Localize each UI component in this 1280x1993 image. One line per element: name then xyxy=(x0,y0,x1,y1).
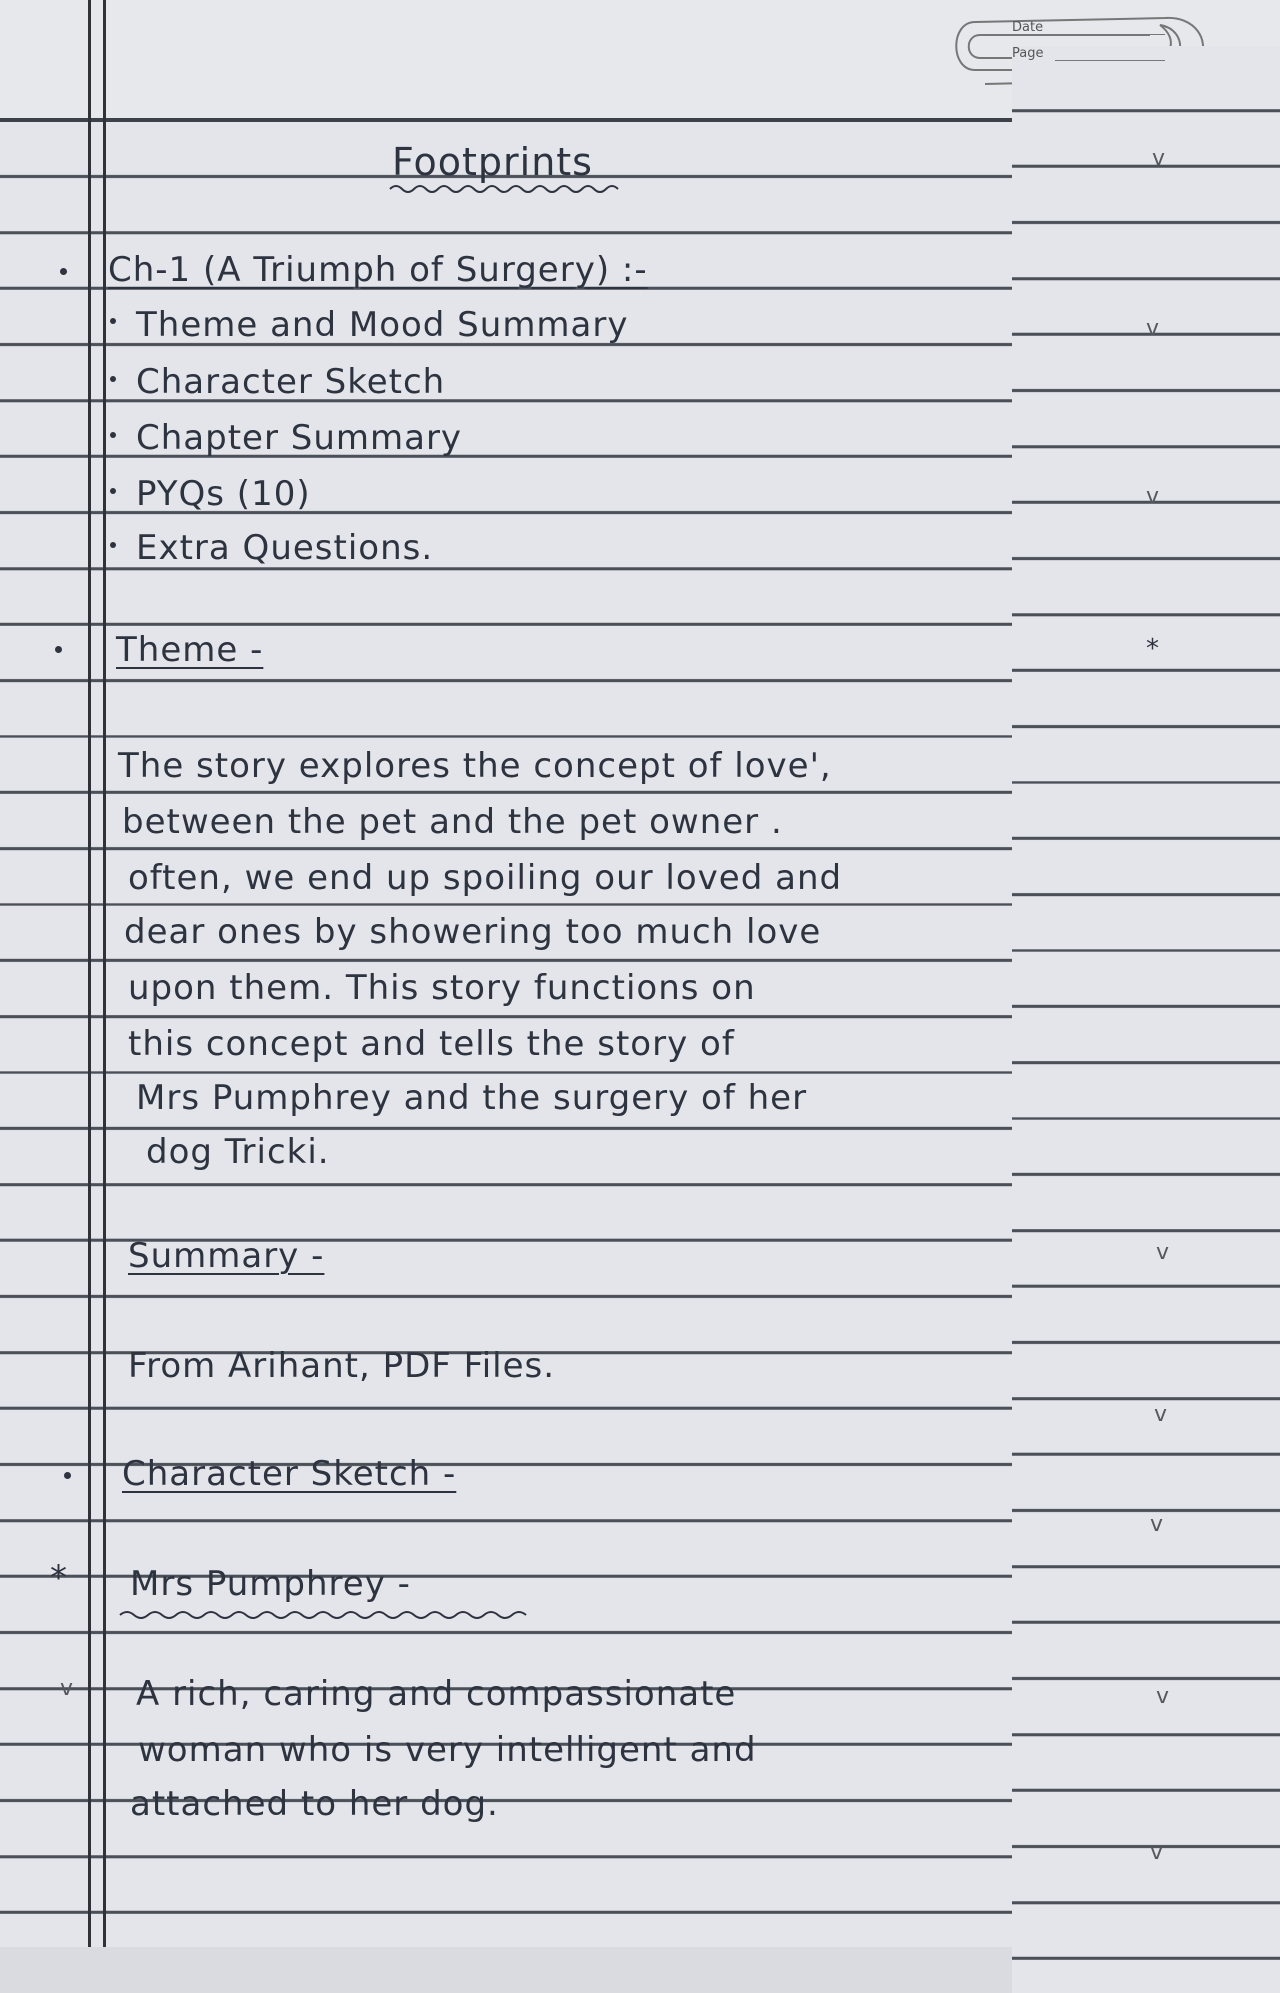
theme-line: upon them. This story functions on xyxy=(128,968,756,1008)
check-mark: v xyxy=(1146,316,1160,341)
check-mark: v xyxy=(1152,146,1166,171)
bullet-dot xyxy=(110,432,116,438)
bullet-dot xyxy=(110,542,116,548)
date-page-stamp xyxy=(945,10,1215,92)
title-underline-wave xyxy=(388,182,628,196)
chapter-item-pyqs: PYQs (10) xyxy=(136,474,311,514)
check-mark: v xyxy=(1156,1240,1170,1265)
mrs-pumphrey-heading: Mrs Pumphrey - xyxy=(130,1564,411,1604)
summary-text: From Arihant, PDF Files. xyxy=(128,1346,556,1386)
check-mark: v xyxy=(1156,1684,1170,1709)
mrs-pumphrey-line: A rich, caring and compassionate xyxy=(136,1674,737,1714)
chapter-item-summary: Chapter Summary xyxy=(136,418,463,458)
check-mark: v xyxy=(60,1676,74,1701)
star-mark: * xyxy=(1146,634,1159,664)
check-mark: v xyxy=(1154,1402,1168,1427)
bullet-dot xyxy=(110,488,116,494)
chapter-heading: Ch-1 (A Triumph of Surgery) :- xyxy=(108,250,648,290)
chapter-item-character: Character Sketch xyxy=(136,362,446,402)
page-label: Page xyxy=(1012,46,1280,1993)
check-mark: v xyxy=(1150,1840,1164,1865)
mrs-pumphrey-line: woman who is very intelligent and xyxy=(138,1730,757,1770)
check-mark: v xyxy=(1150,1512,1164,1537)
heading-underline-wave xyxy=(118,1608,538,1622)
theme-line: often, we end up spoiling our loved and xyxy=(128,858,843,898)
margin-line-inner xyxy=(103,0,106,1947)
star-mark: * xyxy=(50,1558,67,1598)
chapter-item-theme: Theme and Mood Summary xyxy=(136,305,629,345)
theme-heading: Theme - xyxy=(116,630,264,670)
theme-line: dear ones by showering too much love xyxy=(124,912,822,952)
mrs-pumphrey-line: attached to her dog. xyxy=(130,1784,499,1824)
page-title: Footprints xyxy=(392,140,593,184)
bullet-dot xyxy=(64,1472,71,1479)
bullet-dot xyxy=(55,646,62,653)
date-blank xyxy=(1055,34,1165,35)
theme-line: this concept and tells the story of xyxy=(128,1024,735,1064)
bullet-dot xyxy=(110,318,116,324)
bullet-dot xyxy=(110,376,116,382)
theme-line: The story explores the concept of love', xyxy=(118,746,832,786)
theme-line: dog Tricki. xyxy=(146,1132,330,1172)
character-sketch-heading: Character Sketch - xyxy=(122,1454,457,1494)
chapter-item-extra: Extra Questions. xyxy=(136,528,434,568)
check-mark: v xyxy=(1146,484,1160,509)
page-blank xyxy=(1055,60,1165,61)
bullet-dot xyxy=(60,268,67,275)
margin-line-outer xyxy=(88,0,91,1947)
theme-line: between the pet and the pet owner . xyxy=(122,802,783,842)
summary-heading: Summary - xyxy=(128,1236,325,1276)
theme-line: Mrs Pumphrey and the surgery of her xyxy=(136,1078,808,1118)
date-label: Date xyxy=(1012,20,1044,35)
